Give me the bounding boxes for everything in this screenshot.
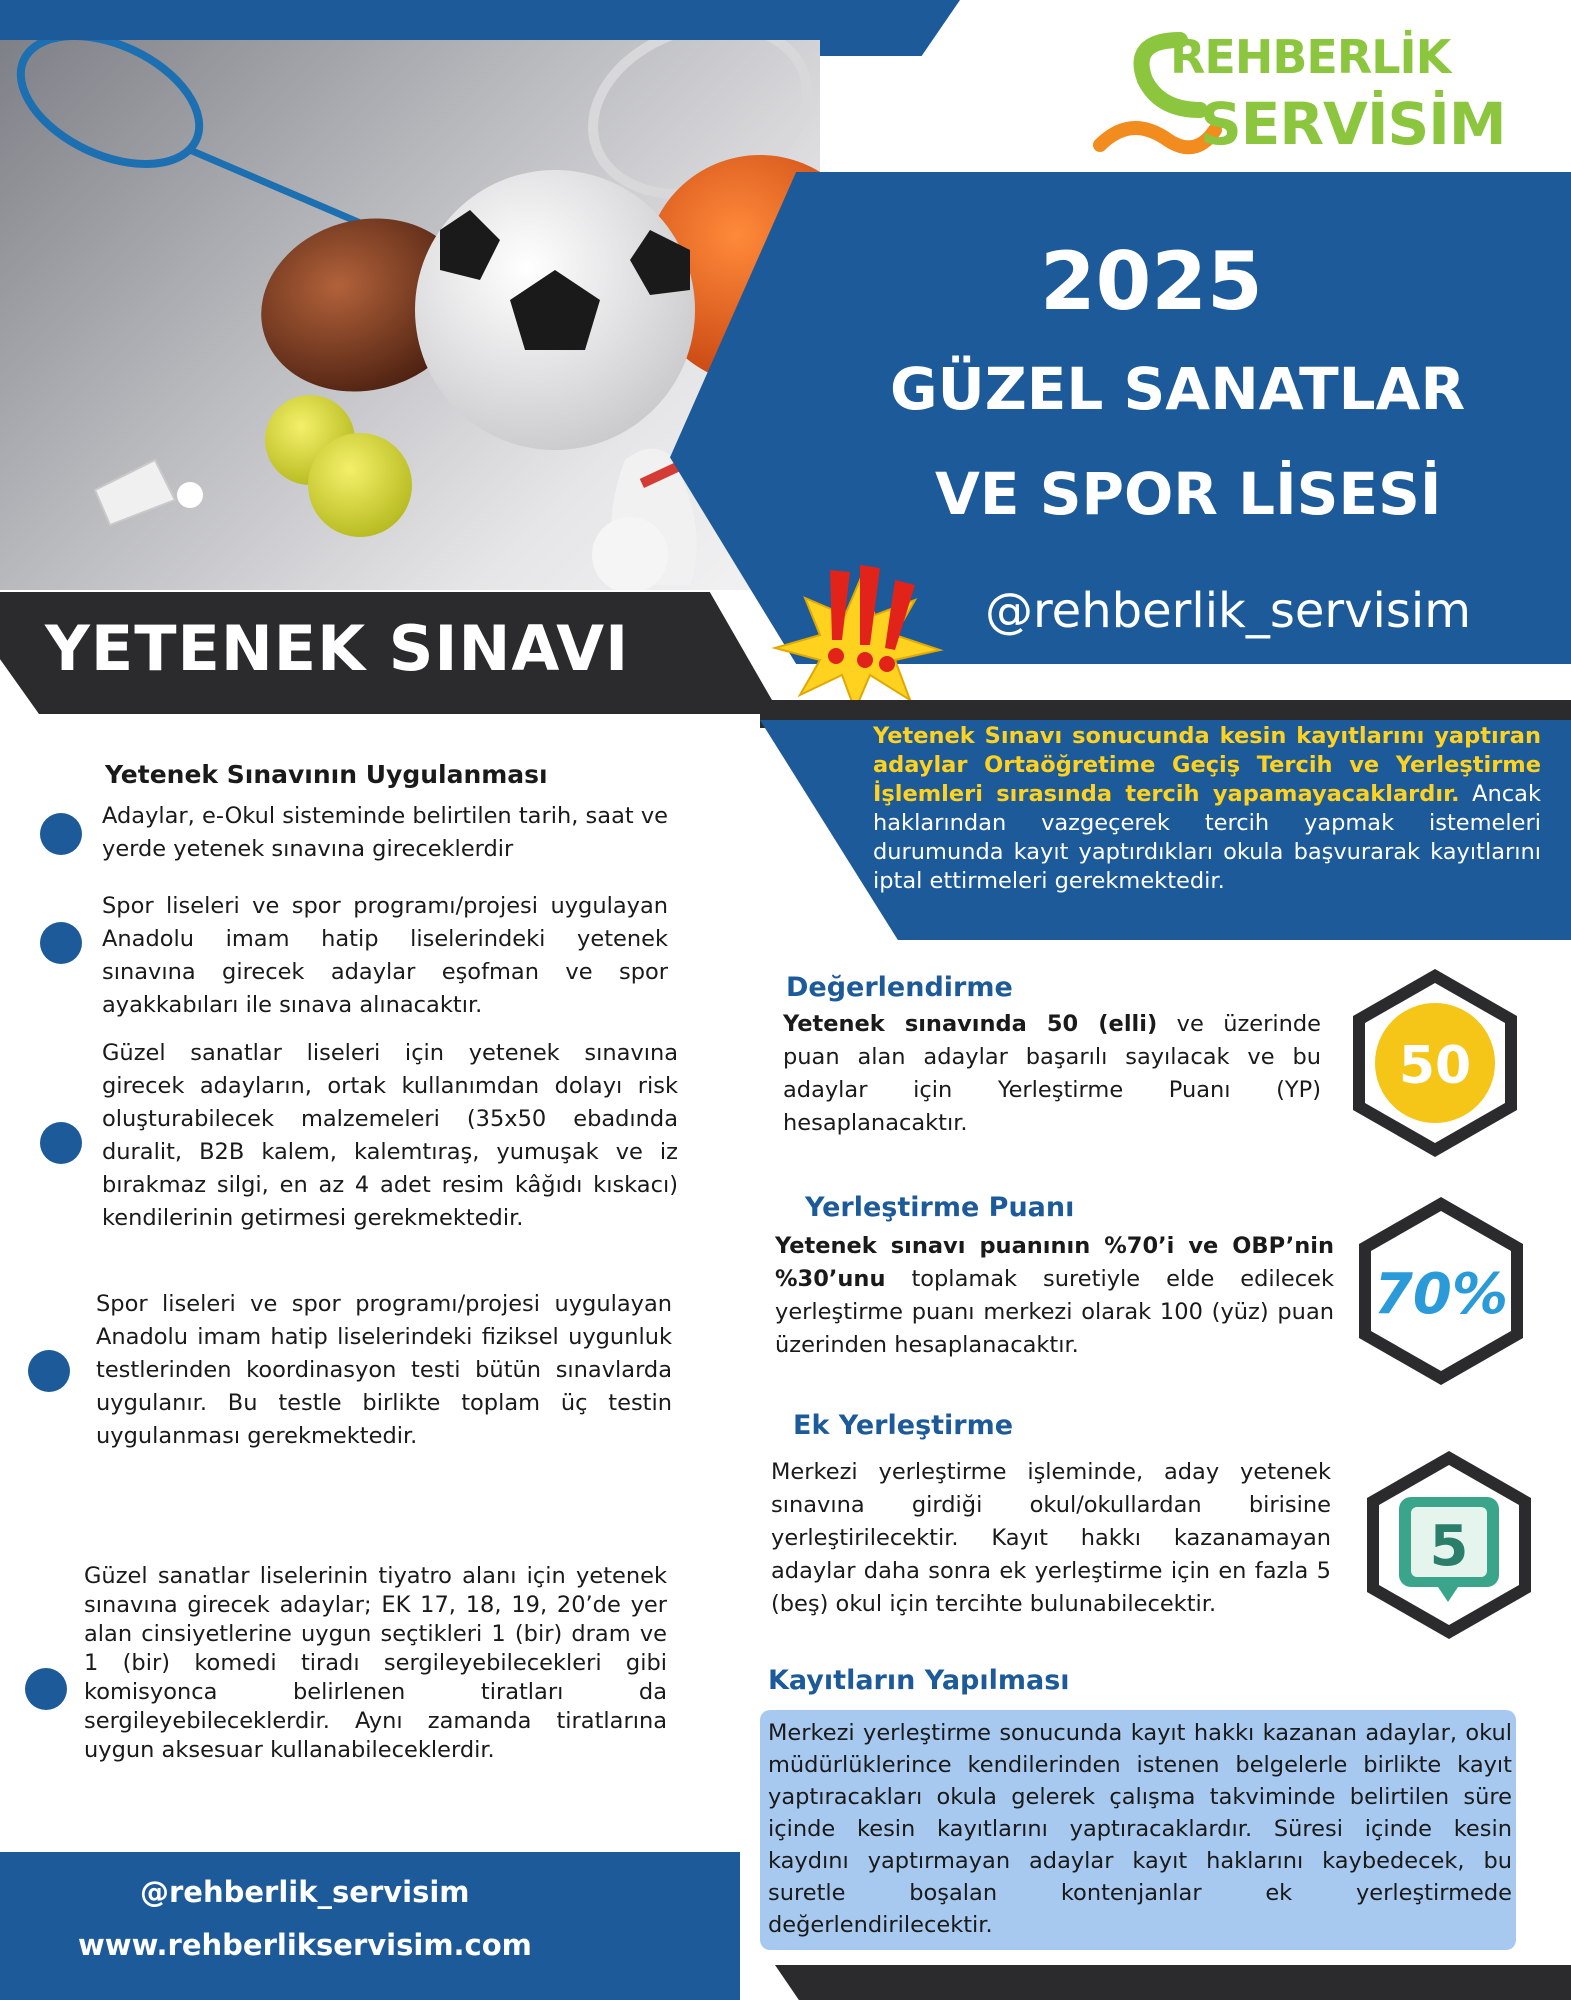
kayit-title: Kayıtların Yapılması [768,1665,1070,1696]
title-line-1: GÜZEL SANATLAR [890,355,1466,423]
title-line-2: VE SPOR LİSESİ [935,460,1442,528]
ek-yerlestirme-title: Ek Yerleştirme [793,1410,1014,1441]
brand-logo [1090,20,1506,170]
notice-highlight: Yetenek Sınavı sonucunda kesin kayıtlarını yaptıran adaylar Ortaöğretime Geçiş Tercih ve Yerleştirme İşlemleri sırasında tercih yapamayacaklardır. [873,723,1541,807]
number-5-badge [1363,1447,1535,1643]
banner-title: YETENEK SINAVI [45,612,630,685]
yerlestirme-title: Yerleştirme Puanı [805,1192,1075,1223]
left-item-5: Güzel sanatlar liselerinin tiyatro alanı için yetenek sınavına girecek adaylar; EK 17, 18, 19, 20’de yer alan cinsiyetlerine uygun seçtikleri 1 (bir) dram ve 1 (bir) komedi tiradı sergileyebilecekleri gibi komisyonca belirlenen tiratları da sergileyebileceklerdir. Aynı zamanda tiratlarına uygun aksesuar kullanabileceklerdir. [84,1563,667,1763]
footer-website-link[interactable]: www.rehberlikservisim.com [78,1928,532,1962]
footer-dark-strip [775,1965,1571,2000]
notice-rest: Ancak haklarından vazgeçerek tercih yapmak istemeleri durumunda kayıt yaptırdıkları okula başvurarak kayıtlarını iptal ettirmeleri gerekmektedir. [873,781,1542,894]
year-heading: 2025 [1040,235,1263,328]
yerlestirme-text [775,1230,1334,1362]
footer-social-handle[interactable]: @rehberlik_servisim [140,1875,470,1909]
bullet-4 [28,1350,70,1392]
yerlestirme-bold: Yetenek sınavı puanının %70’i ve OBP’nin %30’unu [775,1233,1334,1292]
degerlendirme-rest: ve üzerinde puan alan adaylar başarılı sayılacak ve bu adaylar için Yerleştirme Puanı (YP) hesaplanacaktır. [783,1011,1322,1136]
logo-text-line1: REHBERLİK [1170,30,1451,84]
logo-text-line2: SERVİSİM [1200,90,1506,158]
yerlestirme-rest: toplamak suretiyle elde edilecek yerleştirme puanı merkezi olarak 100 (yüz) puan üzerinden hesaplanacaktır. [775,1266,1334,1358]
sports-equipment-photo [0,40,820,590]
left-item-4: Spor liseleri ve spor programı/projesi uygulayan Anadolu imam hatip liselerindeki fiziksel uygunluk testlerinden koordinasyon testi bütün sınavlarda uygulanır. Bu testle birlikte toplam üç testin uygulanması gerekmektedir. [96,1291,672,1449]
degerlendirme-title: Değerlendirme [786,972,1013,1003]
badge-5-label: 5 [1429,1514,1469,1579]
social-handle: @rehberlik_servisim [985,583,1471,639]
degerlendirme-text [783,1008,1321,1140]
kayit-text: Merkezi yerleştirme sonucunda kayıt hakkı kazanan adaylar, okul müdürlüklerince kendilerinden istenen belgelerle birlikte kayıt yaptıracakları okula gelerek çalışma takviminde belirtilen süre içinde kesin kayıtlarını yaptıracaklardır. Süresi içinde kesin kaydını yaptırmayan adaylar kayıt haklarını kaybedecek, bu suretle boşalan kontenjanlar ek yerleştirmede değerlendirilecektir. [768,1720,1512,1938]
bullet-2 [40,922,82,964]
bullet-5 [25,1668,67,1710]
left-section-title: Yetenek Sınavının Uygulanması [105,760,548,789]
degerlendirme-bold: Yetenek sınavında 50 (elli) [783,1011,1158,1037]
left-item-1: Adaylar, e-Okul sisteminde belirtilen tarih, saat ve yerde yetenek sınavına gireceklerdir [102,803,668,862]
percent-70-badge [1355,1193,1527,1389]
left-item-2: Spor liseleri ve spor programı/projesi uygulayan Anadolu imam hatip liselerindeki yetenek sınavına girecek adaylar eşofman ve spor ayakkabıları ile sınava alınacaktır. [102,893,668,1018]
badge-70-label: 70% [1373,1262,1509,1327]
left-item-3: Güzel sanatlar liseleri için yetenek sınavına girecek adayların, ortak kullanımdan dolayı risk oluşturabilecek malzemeleri (35x50 ebadında duralit, B2B kalem, kalemtıraş, yumuşak ve iz bırakmaz silgi, en az 4 adet resim kâğıdı kıskacı) kendilerinin getirmesi gerekmektedir. [102,1040,678,1231]
badge-50-label: 50 [1398,1036,1472,1096]
notice-text [873,722,1541,896]
exclamation-burst-icon [770,560,950,710]
bullet-1 [40,813,82,855]
ek-yerlestirme-text: Merkezi yerleştirme işleminde, aday yetenek sınavına girdiği okul/okullardan birisine yerleştirilecektir. Kayıt hakkı kazanamayan adaylar daha sonra ek yerleştirme için en fazla 5 (beş) okul için tercihte bulunabilecektir. [771,1459,1331,1617]
score-50-badge [1349,965,1521,1161]
bullet-3 [40,1122,82,1164]
